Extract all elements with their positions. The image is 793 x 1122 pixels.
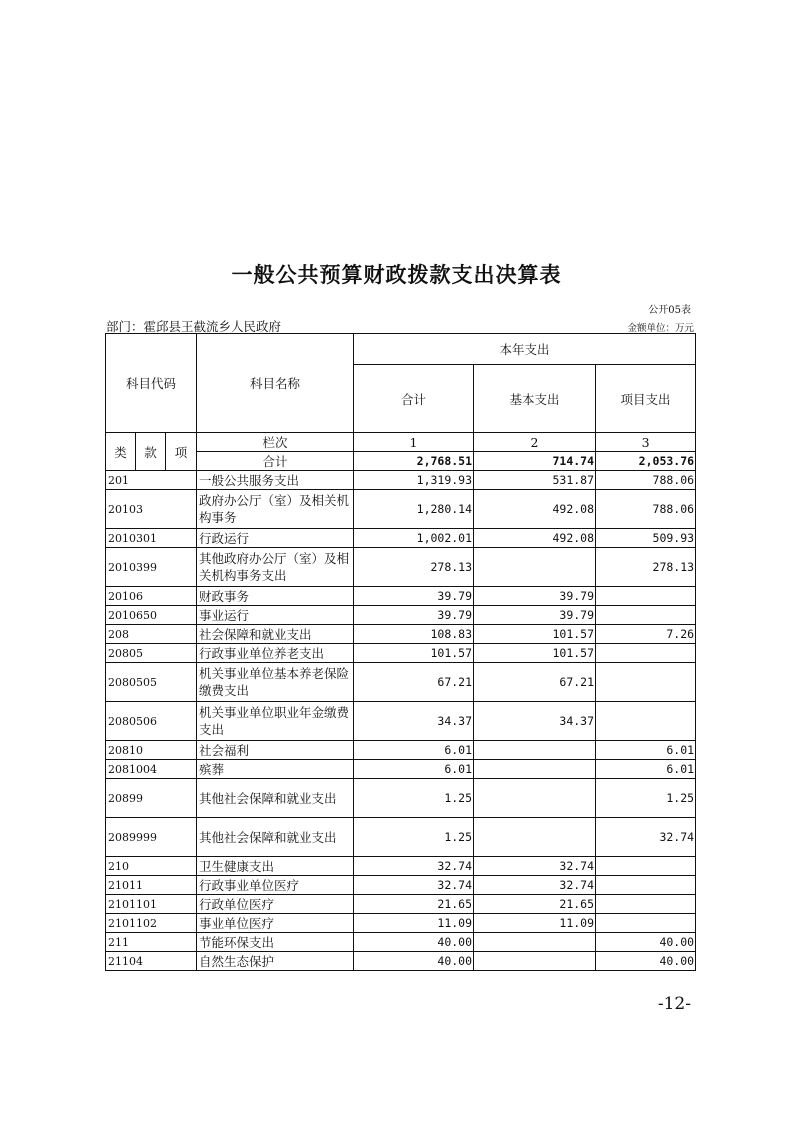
table-row: [106, 490, 696, 529]
header-column-no: 栏次: [197, 433, 354, 452]
row-subject-name: 政府办公厅（室）及相关机构事务: [197, 490, 354, 529]
row-project: 509.93: [596, 529, 696, 548]
row-code: 201: [106, 471, 197, 490]
row-code: 21104: [106, 952, 197, 971]
row-total: 11.09: [354, 914, 474, 933]
table-row: [106, 760, 696, 779]
row-total: 6.01: [354, 741, 474, 760]
row-project: [596, 587, 696, 606]
table-row: [106, 606, 696, 625]
expenditure-table: [105, 333, 696, 971]
row-code: 20810: [106, 741, 197, 760]
row-project: 6.01: [596, 741, 696, 760]
row-total: 1.25: [354, 818, 474, 857]
table-row: [106, 625, 696, 644]
row-subject-name: 其他政府办公厅（室）及相关机构事务支出: [197, 548, 354, 587]
table-row: [106, 933, 696, 952]
row-basic: 39.79: [474, 606, 596, 625]
row-basic: [474, 933, 596, 952]
row-code: 210: [106, 857, 197, 876]
table-row: [106, 741, 696, 760]
row-basic: 492.08: [474, 490, 596, 529]
row-subject-name: 机关事业单位职业年金缴费支出: [197, 702, 354, 741]
table-row: [106, 895, 696, 914]
header-xiang: 项: [166, 433, 197, 471]
row-total: 40.00: [354, 933, 474, 952]
row-project: 32.74: [596, 818, 696, 857]
row-basic: 32.74: [474, 876, 596, 895]
row-code: 2080506: [106, 702, 197, 741]
row-total: 101.57: [354, 644, 474, 663]
row-basic: 34.37: [474, 702, 596, 741]
row-subject-name: 自然生态保护: [197, 952, 354, 971]
row-project: 40.00: [596, 933, 696, 952]
table-row: [106, 779, 696, 818]
row-project: 1.25: [596, 779, 696, 818]
row-project: [596, 606, 696, 625]
row-basic: 531.87: [474, 471, 596, 490]
row-basic: [474, 741, 596, 760]
row-project: [596, 663, 696, 702]
row-code: 20899: [106, 779, 197, 818]
row-total: 108.83: [354, 625, 474, 644]
row-subject-name: 事业单位医疗: [197, 914, 354, 933]
row-code: 20106: [106, 587, 197, 606]
row-basic: 11.09: [474, 914, 596, 933]
row-subject-name: 事业运行: [197, 606, 354, 625]
table-row: [106, 644, 696, 663]
row-project: [596, 895, 696, 914]
row-subject-name: 一般公共服务支出: [197, 471, 354, 490]
row-total: 67.21: [354, 663, 474, 702]
row-subject-name: 其他社会保障和就业支出: [197, 818, 354, 857]
row-basic: [474, 818, 596, 857]
header-lei: 类: [106, 433, 136, 471]
row-subject-name: 社会保障和就业支出: [197, 625, 354, 644]
row-code: 20103: [106, 490, 197, 529]
row-basic: 32.74: [474, 857, 596, 876]
header-total: 合计: [354, 365, 474, 433]
row-total: 21.65: [354, 895, 474, 914]
total-project: 2,053.76: [596, 452, 696, 471]
row-subject-name: 殡葬: [197, 760, 354, 779]
row-total: 6.01: [354, 760, 474, 779]
form-number: 公开05表: [648, 305, 691, 316]
row-subject-name: 节能环保支出: [197, 933, 354, 952]
row-project: 788.06: [596, 471, 696, 490]
table-row: [106, 548, 696, 587]
table-row: [106, 818, 696, 857]
row-code: 21011: [106, 876, 197, 895]
row-project: 788.06: [596, 490, 696, 529]
total-label: 合计: [197, 452, 354, 471]
row-total: 39.79: [354, 606, 474, 625]
row-subject-name: 财政事务: [197, 587, 354, 606]
total-amount: 2,768.51: [354, 452, 474, 471]
row-subject-name: 行政运行: [197, 529, 354, 548]
row-project: [596, 876, 696, 895]
row-code: 2010301: [106, 529, 197, 548]
row-total: 32.74: [354, 876, 474, 895]
header-basic: 基本支出: [474, 365, 596, 433]
row-project: 6.01: [596, 760, 696, 779]
row-code: 2101102: [106, 914, 197, 933]
row-code: 2010650: [106, 606, 197, 625]
row-basic: 67.21: [474, 663, 596, 702]
row-total: 278.13: [354, 548, 474, 587]
row-code: 20805: [106, 644, 197, 663]
table-row: [106, 952, 696, 971]
header-col-2: 2: [474, 433, 596, 452]
table-row: [106, 663, 696, 702]
row-basic: [474, 548, 596, 587]
row-total: 1,280.14: [354, 490, 474, 529]
row-subject-name: 其他社会保障和就业支出: [197, 779, 354, 818]
row-code: 2080505: [106, 663, 197, 702]
row-total: 1,319.93: [354, 471, 474, 490]
amount-unit-label: 金额单位：万元: [627, 323, 694, 334]
row-project: [596, 702, 696, 741]
row-basic: 101.57: [474, 644, 596, 663]
row-code: 2101101: [106, 895, 197, 914]
row-project: [596, 644, 696, 663]
row-total: 40.00: [354, 952, 474, 971]
row-code: 208: [106, 625, 197, 644]
table-row: [106, 857, 696, 876]
table-row: [106, 471, 696, 490]
page-title: 一般公共预算财政拨款支出决算表: [231, 263, 562, 287]
header-kuan: 款: [136, 433, 166, 471]
row-basic: 21.65: [474, 895, 596, 914]
header-col-1: 1: [354, 433, 474, 452]
table-row: [106, 876, 696, 895]
row-code: 2081004: [106, 760, 197, 779]
row-basic: [474, 779, 596, 818]
table-row: [106, 529, 696, 548]
row-total: 1.25: [354, 779, 474, 818]
row-subject-name: 机关事业单位基本养老保险缴费支出: [197, 663, 354, 702]
row-subject-name: 行政事业单位医疗: [197, 876, 354, 895]
department-label: 部门：霍邱县王截流乡人民政府: [106, 319, 282, 334]
row-subject-name: 卫生健康支出: [197, 857, 354, 876]
header-subject-code: 科目代码: [106, 334, 197, 433]
row-subject-name: 行政单位医疗: [197, 895, 354, 914]
row-project: 7.26: [596, 625, 696, 644]
row-basic: [474, 760, 596, 779]
row-subject-name: 社会福利: [197, 741, 354, 760]
row-total: 34.37: [354, 702, 474, 741]
row-basic: 39.79: [474, 587, 596, 606]
row-project: [596, 914, 696, 933]
row-basic: [474, 952, 596, 971]
row-code: 211: [106, 933, 197, 952]
row-total: 32.74: [354, 857, 474, 876]
row-basic: 492.08: [474, 529, 596, 548]
row-total: 1,002.01: [354, 529, 474, 548]
total-basic: 714.74: [474, 452, 596, 471]
table-row: [106, 702, 696, 741]
row-basic: 101.57: [474, 625, 596, 644]
header-subject-name: 科目名称: [197, 334, 354, 433]
row-project: 278.13: [596, 548, 696, 587]
row-project: [596, 857, 696, 876]
table-row: [106, 587, 696, 606]
header-current-year: 本年支出: [354, 334, 696, 365]
row-project: 40.00: [596, 952, 696, 971]
header-col-3: 3: [596, 433, 696, 452]
row-code: 2089999: [106, 818, 197, 857]
page-number: -12-: [657, 994, 691, 1014]
row-subject-name: 行政事业单位养老支出: [197, 644, 354, 663]
table-row: [106, 914, 696, 933]
header-project: 项目支出: [596, 365, 696, 433]
row-total: 39.79: [354, 587, 474, 606]
row-code: 2010399: [106, 548, 197, 587]
